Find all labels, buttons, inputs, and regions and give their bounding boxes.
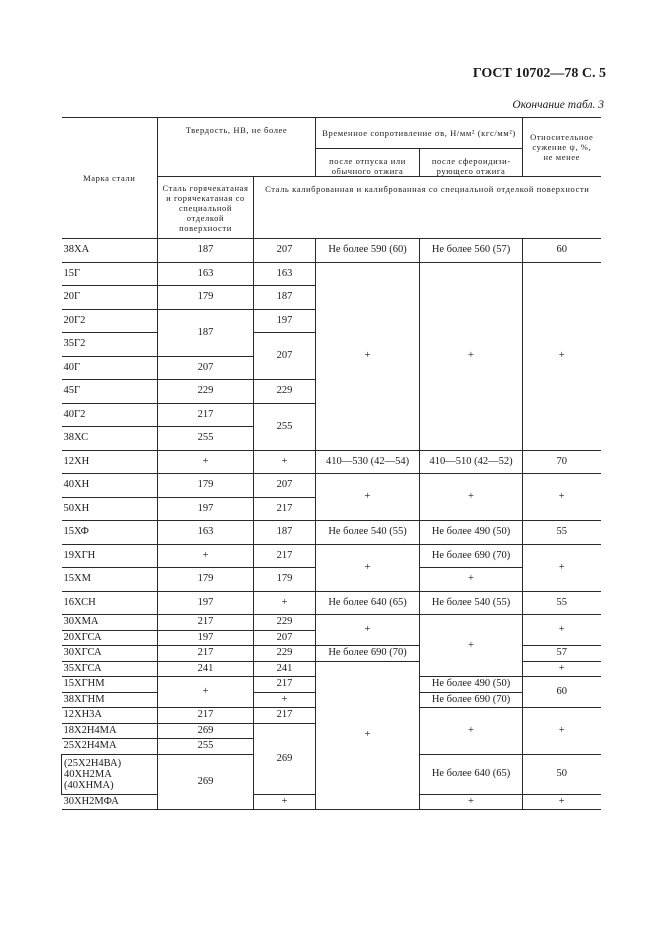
hb-hot-cell: 187 — [158, 239, 254, 263]
grade-cell: 35ХГСА — [62, 661, 158, 677]
psi-cell: + — [523, 262, 601, 450]
hb-cal-cell: 217 — [254, 544, 316, 568]
sph-cell: Не более 690 (70) — [420, 544, 523, 568]
grade-cell: 40Г — [62, 356, 158, 380]
grade-cell: 15ХФ — [62, 521, 158, 545]
hb-cal-cell: 207 — [254, 333, 316, 380]
hb-hot-cell: + — [158, 677, 254, 708]
hb-hot-cell: 229 — [158, 380, 254, 404]
grade-cell: 30ХН2МФА — [62, 794, 158, 810]
grade-cell: 15ХГНМ — [62, 677, 158, 693]
hb-hot-cell: 217 — [158, 615, 254, 631]
temp-cell: Не более 690 (70) — [316, 646, 420, 662]
grade-cell: 50ХН — [62, 497, 158, 521]
psi-cell: 60 — [523, 239, 601, 263]
sph-cell: Не более 640 (65) — [420, 754, 523, 794]
grade-cell: 40ХН — [62, 474, 158, 498]
psi-cell: + — [523, 794, 601, 810]
hb-hot-cell: 241 — [158, 661, 254, 677]
table-caption: Окончание табл. 3 — [512, 99, 604, 111]
steel-properties-table — [61, 117, 601, 810]
hb-hot-cell: + — [158, 544, 254, 568]
sph-cell: Не более 490 (50) — [420, 521, 523, 545]
hb-cal-cell: + — [254, 692, 316, 708]
hb-hot-cell: 269 — [158, 723, 254, 739]
hb-cal-cell: 229 — [254, 380, 316, 404]
sph-cell: Не более 690 (70) — [420, 692, 523, 708]
temp-cell: + — [316, 615, 420, 646]
hb-cal-cell: 217 — [254, 497, 316, 521]
sph-cell: + — [420, 568, 523, 592]
hb-hot-cell: 197 — [158, 591, 254, 615]
grade-cell: 30ХМА — [62, 615, 158, 631]
table-row — [62, 262, 601, 286]
temp-cell: + — [316, 474, 420, 521]
hb-cal-cell: + — [254, 591, 316, 615]
grade-cell: (25Х2Н4ВА) 40ХН2МА (40ХНМА) — [62, 754, 158, 794]
grade-cell: 45Г — [62, 380, 158, 404]
grade-cell: 16ХСН — [62, 591, 158, 615]
col-calibrated-header: Сталь калиброванная и калиброванная со специальной отделкой поверхности — [254, 177, 601, 239]
temp-cell: 410—530 (42—54) — [316, 450, 420, 474]
hb-cal-cell: 163 — [254, 262, 316, 286]
temp-cell: Не более 640 (65) — [316, 591, 420, 615]
sph-cell: + — [420, 794, 523, 810]
sph-cell: Не более 560 (57) — [420, 239, 523, 263]
hb-hot-cell: 179 — [158, 474, 254, 498]
grade-cell: 19ХГН — [62, 544, 158, 568]
grade-cell: 30ХГСА — [62, 646, 158, 662]
grade-cell: 15ХМ — [62, 568, 158, 592]
hb-cal-cell: 217 — [254, 677, 316, 693]
psi-cell: 50 — [523, 754, 601, 794]
hb-cal-cell: 207 — [254, 474, 316, 498]
hb-cal-cell: 197 — [254, 309, 316, 333]
hb-cal-cell: 255 — [254, 403, 316, 450]
hb-cal-cell: 241 — [254, 661, 316, 677]
col-hardness-header: Твердость, НВ, не более — [158, 118, 316, 177]
grade-cell: 20ХГСА — [62, 630, 158, 646]
hb-hot-cell: 255 — [158, 739, 254, 755]
psi-cell: 55 — [523, 521, 601, 545]
psi-cell: + — [523, 544, 601, 591]
col-hot-rolled-header: Сталь горячекатаная и горячекатаная со специальной отделкой поверхности — [158, 177, 254, 239]
psi-cell: 55 — [523, 591, 601, 615]
psi-cell: + — [523, 661, 601, 677]
hb-cal-cell: 229 — [254, 646, 316, 662]
table-row — [62, 591, 601, 615]
sph-cell: + — [420, 262, 523, 450]
grade-cell: 40Г2 — [62, 403, 158, 427]
hb-cal-cell: + — [254, 450, 316, 474]
grade-cell: 38ХА — [62, 239, 158, 263]
hb-hot-cell: 217 — [158, 403, 254, 427]
col-grade-header: Марка стали — [62, 118, 158, 239]
sph-cell: Не более 540 (55) — [420, 591, 523, 615]
hb-hot-cell: 187 — [158, 309, 254, 356]
psi-cell: 70 — [523, 450, 601, 474]
sph-cell: + — [420, 615, 523, 677]
hb-cal-cell: 187 — [254, 286, 316, 310]
psi-cell: 60 — [523, 677, 601, 708]
hb-hot-cell: 179 — [158, 286, 254, 310]
sph-cell: + — [420, 474, 523, 521]
hb-hot-cell: 255 — [158, 427, 254, 451]
hb-hot-cell: 217 — [158, 708, 254, 724]
hb-hot-cell: 163 — [158, 521, 254, 545]
temp-cell: Не более 590 (60) — [316, 239, 420, 263]
psi-cell: + — [523, 615, 601, 646]
hb-cal-cell: 207 — [254, 630, 316, 646]
grade-cell: 15Г — [62, 262, 158, 286]
hb-cal-cell: 179 — [254, 568, 316, 592]
col-narrowing-header: Относительное сужение ψ, %, не менее — [523, 118, 601, 177]
psi-cell: + — [523, 474, 601, 521]
col-after-spheroidizing-header: после сфероидизирующего отжига — [420, 149, 523, 177]
hb-cal-cell: 217 — [254, 708, 316, 724]
table-row — [62, 544, 601, 568]
hb-cal-cell: 207 — [254, 239, 316, 263]
psi-cell: 57 — [523, 646, 601, 662]
hb-hot-cell: 217 — [158, 646, 254, 662]
grade-cell: 20Г — [62, 286, 158, 310]
table-row — [62, 450, 601, 474]
temp-cell: + — [316, 262, 420, 450]
table-row — [62, 474, 601, 498]
sph-cell: 410—510 (42—52) — [420, 450, 523, 474]
table-row — [62, 521, 601, 545]
hb-hot-cell: 269 — [158, 754, 254, 810]
grade-cell: 20Г2 — [62, 309, 158, 333]
grade-cell: 18Х2Н4МА — [62, 723, 158, 739]
hb-cal-cell: 187 — [254, 521, 316, 545]
hb-cal-cell: 269 — [254, 723, 316, 794]
grade-cell: 38ХС — [62, 427, 158, 451]
temp-cell: + — [316, 544, 420, 591]
hb-hot-cell: 179 — [158, 568, 254, 592]
temp-cell: Не более 540 (55) — [316, 521, 420, 545]
col-tensile-header: Временное сопротивление σв, Н/мм² (кгс/мм²) — [316, 118, 523, 149]
sph-cell: + — [420, 708, 523, 755]
hb-hot-cell: 163 — [158, 262, 254, 286]
col-after-tempering-header: после отпуска или обычного отжига — [316, 149, 420, 177]
hb-cal-cell: + — [254, 794, 316, 810]
document-header: ГОСТ 10702—78 С. 5 — [472, 66, 606, 81]
grade-cell: 12ХН — [62, 450, 158, 474]
grade-cell: 38ХГНМ — [62, 692, 158, 708]
table-row — [62, 239, 601, 263]
sph-cell: Не более 490 (50) — [420, 677, 523, 693]
psi-cell: + — [523, 708, 601, 755]
hb-hot-cell: 197 — [158, 630, 254, 646]
table-row — [62, 615, 601, 631]
grade-cell: 12ХН3А — [62, 708, 158, 724]
grade-cell: 25Х2Н4МА — [62, 739, 158, 755]
temp-cell: + — [316, 661, 420, 810]
hb-cal-cell: 229 — [254, 615, 316, 631]
hb-hot-cell: + — [158, 450, 254, 474]
grade-cell: 35Г2 — [62, 333, 158, 357]
hb-hot-cell: 207 — [158, 356, 254, 380]
hb-hot-cell: 197 — [158, 497, 254, 521]
